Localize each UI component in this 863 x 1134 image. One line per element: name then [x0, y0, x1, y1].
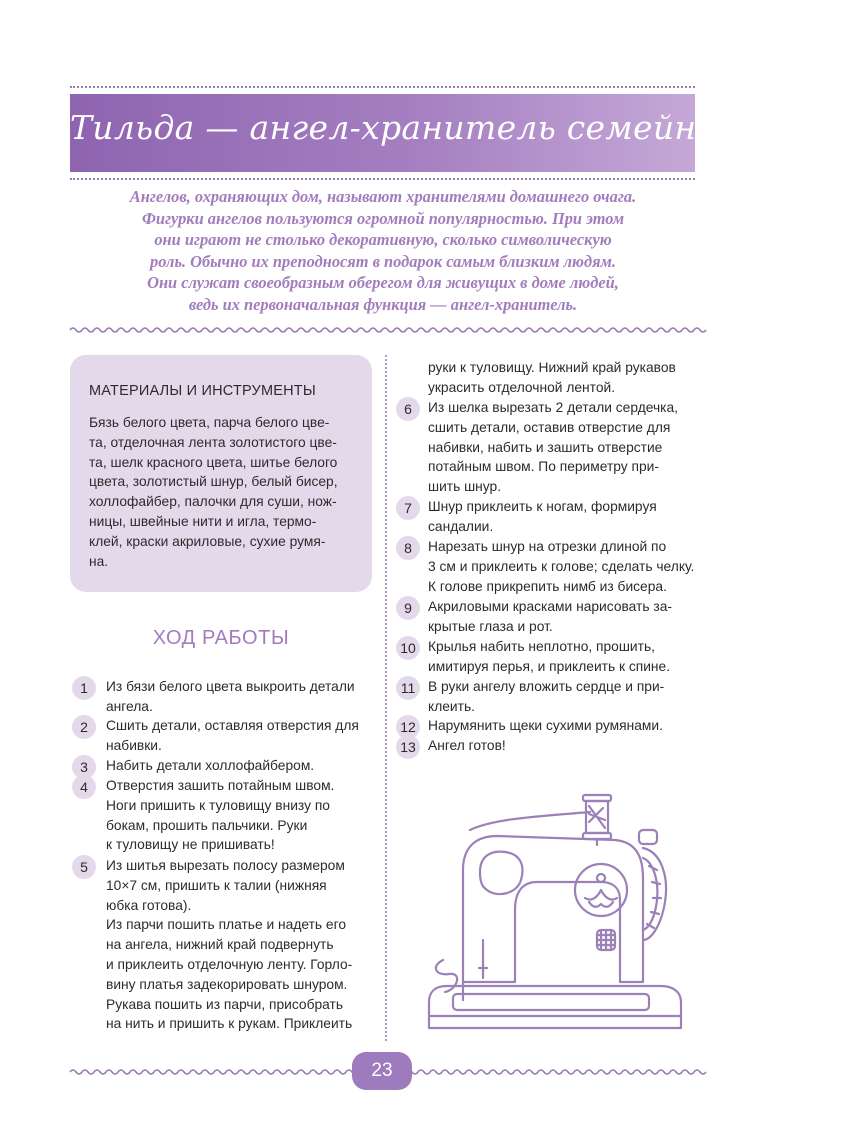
materials-line: на. — [89, 553, 109, 569]
step-line: и приклеить отделочную ленту. Горло- — [106, 956, 353, 972]
step-number: 9 — [396, 596, 420, 620]
step-line: Из шелка вырезать 2 детали сердечка, — [428, 400, 679, 415]
step-line: юбка готова). — [106, 897, 192, 913]
wavy-divider-top — [70, 326, 695, 334]
step-line: бокам, прошить пальчики. Руки — [106, 817, 308, 833]
step-line: Отверстия зашить потайным швом. — [106, 778, 335, 793]
materials-line: та, шелк красного цвета, шитье белого — [89, 454, 338, 470]
step-line: к туловищу не пришивать! — [106, 837, 275, 853]
step-line: Шнур приклеить к ногам, формируя — [428, 499, 657, 514]
step-number: 11 — [396, 676, 420, 700]
step-line: Из парчи пошить платье и надеть его — [106, 917, 346, 933]
step-line: В руки ангелу вложить сердце и при- — [428, 679, 665, 694]
step-text — [428, 677, 664, 717]
materials-box — [70, 355, 372, 592]
intro-paragraph — [92, 186, 674, 316]
step-line: Ангел готов! — [428, 738, 506, 753]
step-number: 5 — [72, 855, 96, 879]
work-section-title: ХОД РАБОТЫ — [152, 627, 290, 649]
step-line: Крылья набить неплотно, прошить, — [428, 639, 655, 654]
sewing-machine-illustration — [425, 790, 685, 1035]
step-line: Из шитья вырезать полосу размером — [106, 858, 345, 873]
step-text — [106, 677, 355, 717]
step-number: 10 — [396, 636, 420, 660]
step-line: Сшить детали, оставляя отверстия для — [106, 718, 359, 733]
step-line: на нить и пришить к рукам. Приклеить — [106, 1016, 353, 1032]
step-line: набивки. — [106, 737, 162, 753]
step-text — [428, 736, 506, 756]
title-banner — [70, 94, 863, 172]
step-line: украсить отделочной лентой. — [428, 379, 616, 395]
intro-line: они играют не столько декоративную, сколько символическую — [154, 230, 612, 250]
step-text — [106, 776, 334, 855]
step-line: на ангела, нижний край подвернуть — [106, 937, 334, 953]
step-text — [106, 756, 314, 776]
step-line: 3 см и приклеить к голове; сделать челку. — [428, 558, 695, 574]
header-bottom-dotted-rule — [70, 178, 695, 180]
intro-line: Они служат своеобразным оберегом для живущих в доме людей, — [147, 273, 619, 293]
step-line: Рукава пошить из парчи, присобрать — [106, 996, 344, 1012]
step-text — [428, 497, 657, 537]
step-line: 10×7 см, пришить к талии (нижняя — [106, 877, 327, 893]
step-text — [428, 398, 678, 497]
step-line: руки к туловищу. Нижний край рукавов — [428, 360, 676, 375]
step-line: ангела. — [106, 698, 153, 714]
step-line: Из бязи белого цвета выкроить детали — [106, 679, 355, 694]
step-line: Ноги пришить к туловищу внизу по — [106, 797, 330, 813]
step-text — [428, 597, 672, 637]
step-text — [428, 358, 676, 398]
step-text — [428, 637, 670, 677]
step-line: К голове прикрепить нимб из бисера. — [428, 578, 667, 594]
step-number: 12 — [396, 715, 420, 739]
step-text — [106, 856, 352, 1034]
materials-line: холлофайбер, палочки для суши, нож- — [89, 494, 337, 510]
materials-list — [89, 413, 364, 571]
materials-line: ницы, швейные нити и игла, термо- — [89, 513, 317, 529]
materials-line: та, отделочная лента золотистого цве- — [89, 434, 337, 450]
step-line: вину платья задекорировать шнуром. — [106, 976, 348, 992]
step-number: 4 — [72, 775, 96, 799]
step-line: Акриловыми красками нарисовать за- — [428, 599, 672, 614]
step-line: Нарезать шнур на отрезки длиной по — [428, 539, 667, 554]
step-line: имитируя перья, и приклеить к спине. — [428, 658, 671, 674]
intro-line: ведь их первоначальная функция — ангел-хранитель. — [188, 294, 578, 314]
step-number: 13 — [396, 735, 420, 759]
intro-line: роль. Обычно их преподносят в подарок самым близким людям. — [150, 251, 616, 271]
page-number-badge: 23 — [352, 1052, 412, 1090]
step-line: сандалии. — [428, 518, 494, 534]
page-title: Тильда — ангел-хранитель семейного очага — [70, 108, 863, 147]
intro-line: Ангелов, охраняющих дом, называют хранителями домашнего очага. — [129, 187, 637, 206]
step-text — [106, 716, 359, 756]
header-top-dotted-rule — [70, 86, 695, 88]
materials-line: клей, краски акриловые, сухие румя- — [89, 533, 326, 549]
column-dotted-separator — [385, 355, 387, 1041]
step-text — [428, 537, 694, 596]
step-number: 1 — [72, 676, 96, 700]
intro-line: Фигурки ангелов пользуются огромной популярностью. При этом — [141, 208, 625, 228]
materials-line: цвета, золотистый шнур, белый бисер, — [89, 474, 338, 490]
step-number: 8 — [396, 536, 420, 560]
step-line: Набить детали холлофайбером. — [106, 758, 315, 773]
step-line: потайным швом. По периметру при- — [428, 459, 659, 475]
step-number: 3 — [72, 755, 96, 779]
step-number: 6 — [396, 397, 420, 421]
step-number: 2 — [72, 715, 96, 739]
step-text — [428, 716, 663, 736]
materials-title: МАТЕРИАЛЫ И ИНСТРУМЕНТЫ — [89, 383, 316, 399]
step-line: сшить детали, оставив отверстие для — [428, 419, 671, 435]
materials-line: Бязь белого цвета, парча белого цве- — [89, 415, 330, 430]
step-line: набивки, набить и зашить отверстие — [428, 439, 663, 455]
step-line: крытые глаза и рот. — [428, 618, 553, 634]
step-number: 7 — [396, 496, 420, 520]
step-line: Нарумянить щеки сухими румянами. — [428, 718, 663, 733]
step-line: клеить. — [428, 698, 475, 714]
step-line: шить шнур. — [428, 479, 502, 495]
